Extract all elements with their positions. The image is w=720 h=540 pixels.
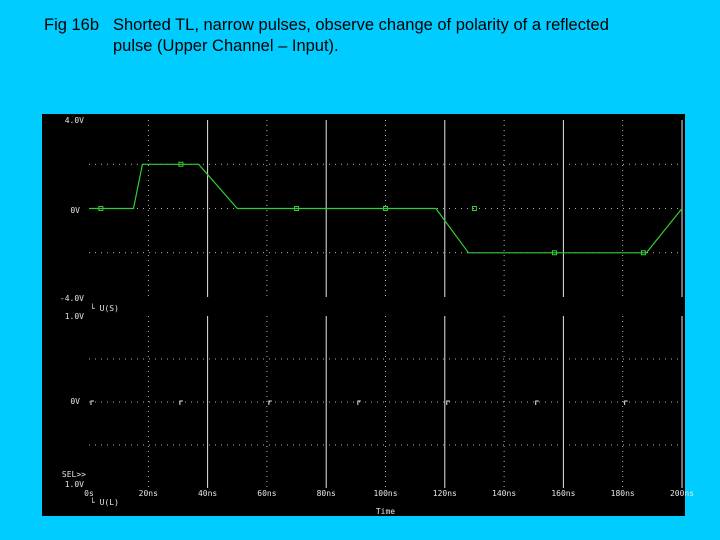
x-tick-label: 180ns xyxy=(610,489,635,498)
sel-indicator: SEL>> xyxy=(61,470,86,479)
caption-line-2: pulse (Upper Channel – Input). xyxy=(113,37,339,55)
upper-legend: └ U(S) xyxy=(90,304,119,313)
caption-text-1: Shorted TL, narrow pulses, observe change of polarity of a reflected xyxy=(113,16,609,34)
x-tick-label: 20ns xyxy=(138,489,158,498)
x-tick-label: 100ns xyxy=(373,489,398,498)
upper-ytick-bottom: -4.0V xyxy=(59,294,84,303)
x-axis-label: Time xyxy=(375,507,396,516)
x-tick-label: 40ns xyxy=(197,489,218,498)
plot-background xyxy=(42,114,685,516)
lower-ytick-mid: 0V xyxy=(70,397,80,406)
lower-ytick-top: 1.0V xyxy=(64,312,84,321)
x-tick-label: 60ns xyxy=(257,489,277,498)
figure-number: Fig 16b xyxy=(44,16,100,34)
plot-svg xyxy=(42,114,695,516)
upper-ytick-top: 4.0V xyxy=(64,116,84,125)
x-tick-label: 80ns xyxy=(316,489,336,498)
lower-ytick-bottom: 1.0V xyxy=(64,480,84,489)
x-tick-label: 120ns xyxy=(432,489,457,498)
oscilloscope-plot xyxy=(42,114,695,516)
x-tick-label: 140ns xyxy=(492,489,517,498)
x-tick-label: 160ns xyxy=(551,489,576,498)
x-tick-label: 200ns xyxy=(669,489,695,498)
figure-caption xyxy=(44,15,704,57)
caption-line-1 xyxy=(44,15,704,36)
upper-ytick-mid: 0V xyxy=(70,206,80,215)
lower-legend: └ U(L) xyxy=(90,498,119,507)
x-tick-label: 0s xyxy=(84,489,94,498)
